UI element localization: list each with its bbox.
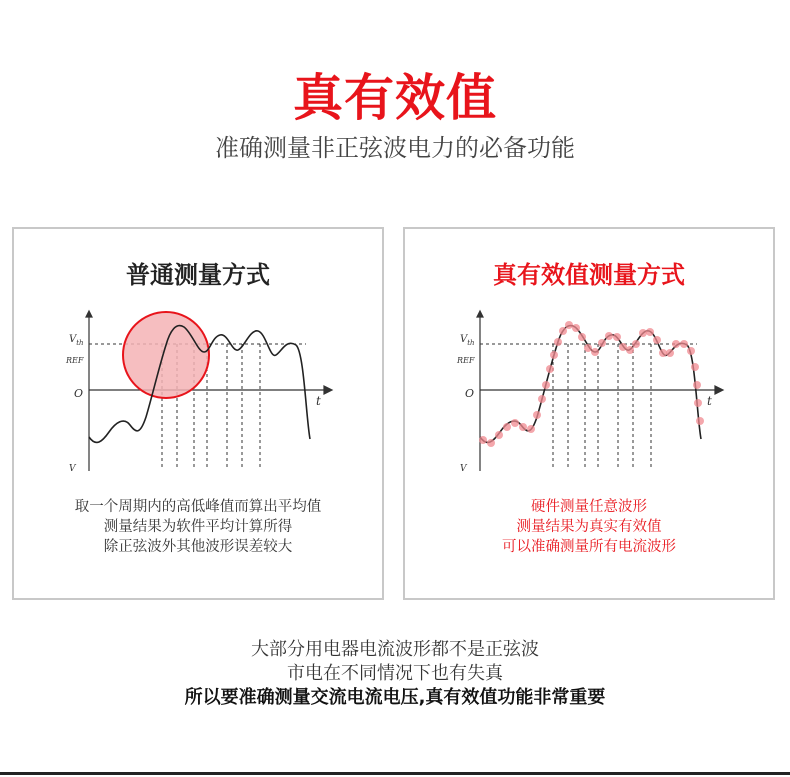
- x-axis-arrow: [324, 386, 332, 394]
- ref-label: REF: [66, 356, 84, 365]
- footer-text: [0, 638, 790, 710]
- graph-axes: [86, 311, 332, 471]
- sample-dots: [479, 321, 704, 447]
- vertical-dashed-lines: [553, 344, 651, 469]
- t-axis-label: t: [316, 394, 321, 408]
- panel-title-true-rms: 真有效值测量方式: [493, 261, 685, 289]
- footer-line-1: 大部分用电器电流波形都不是正弦波: [251, 639, 539, 660]
- y-axis-arrow: [477, 311, 483, 317]
- note-line: 除正弦波外其他波形误差较大: [103, 539, 293, 555]
- origin-label: O: [465, 387, 475, 400]
- waveform-graph-normal: [14, 307, 382, 473]
- graph-axes: [477, 311, 723, 471]
- note-line: 测量结果为真实有效值: [516, 519, 662, 535]
- waveform-graph-true-rms: [405, 307, 773, 473]
- x-axis-arrow: [715, 386, 723, 394]
- origin-label: O: [74, 387, 84, 400]
- vth-label: $V_{th}$: [460, 334, 475, 347]
- t-axis-label: t: [707, 394, 712, 408]
- peak-highlight-circle: [123, 312, 209, 398]
- footer-line-2: 市电在不同情况下也有失真: [287, 663, 503, 684]
- page-title: 真有效值: [293, 69, 497, 127]
- ref-label: REF: [457, 356, 475, 365]
- y-axis-arrow: [86, 311, 92, 317]
- bottom-v-label: V: [460, 464, 467, 473]
- panel-notes-normal: [14, 497, 382, 557]
- panel-normal-measurement: [12, 227, 384, 600]
- bottom-divider: [0, 772, 790, 775]
- note-line: 测量结果为软件平均计算所得: [103, 519, 293, 535]
- bottom-v-label: V: [69, 464, 76, 473]
- panel-title-normal: 普通测量方式: [126, 261, 270, 289]
- note-line: 硬件测量任意波形: [531, 499, 647, 515]
- panel-true-rms-measurement: [403, 227, 775, 600]
- panel-notes-true-rms: [405, 497, 773, 557]
- note-line: 取一个周期内的高低峰值而算出平均值: [74, 499, 322, 515]
- page-subtitle: 准确测量非正弦波电力的必备功能: [215, 134, 575, 162]
- vth-label: $V_{th}$: [69, 334, 84, 347]
- note-line: 可以准确测量所有电流波形: [502, 539, 676, 555]
- footer-line-3: 所以要准确测量交流电流电压,真有效值功能非常重要: [184, 687, 606, 708]
